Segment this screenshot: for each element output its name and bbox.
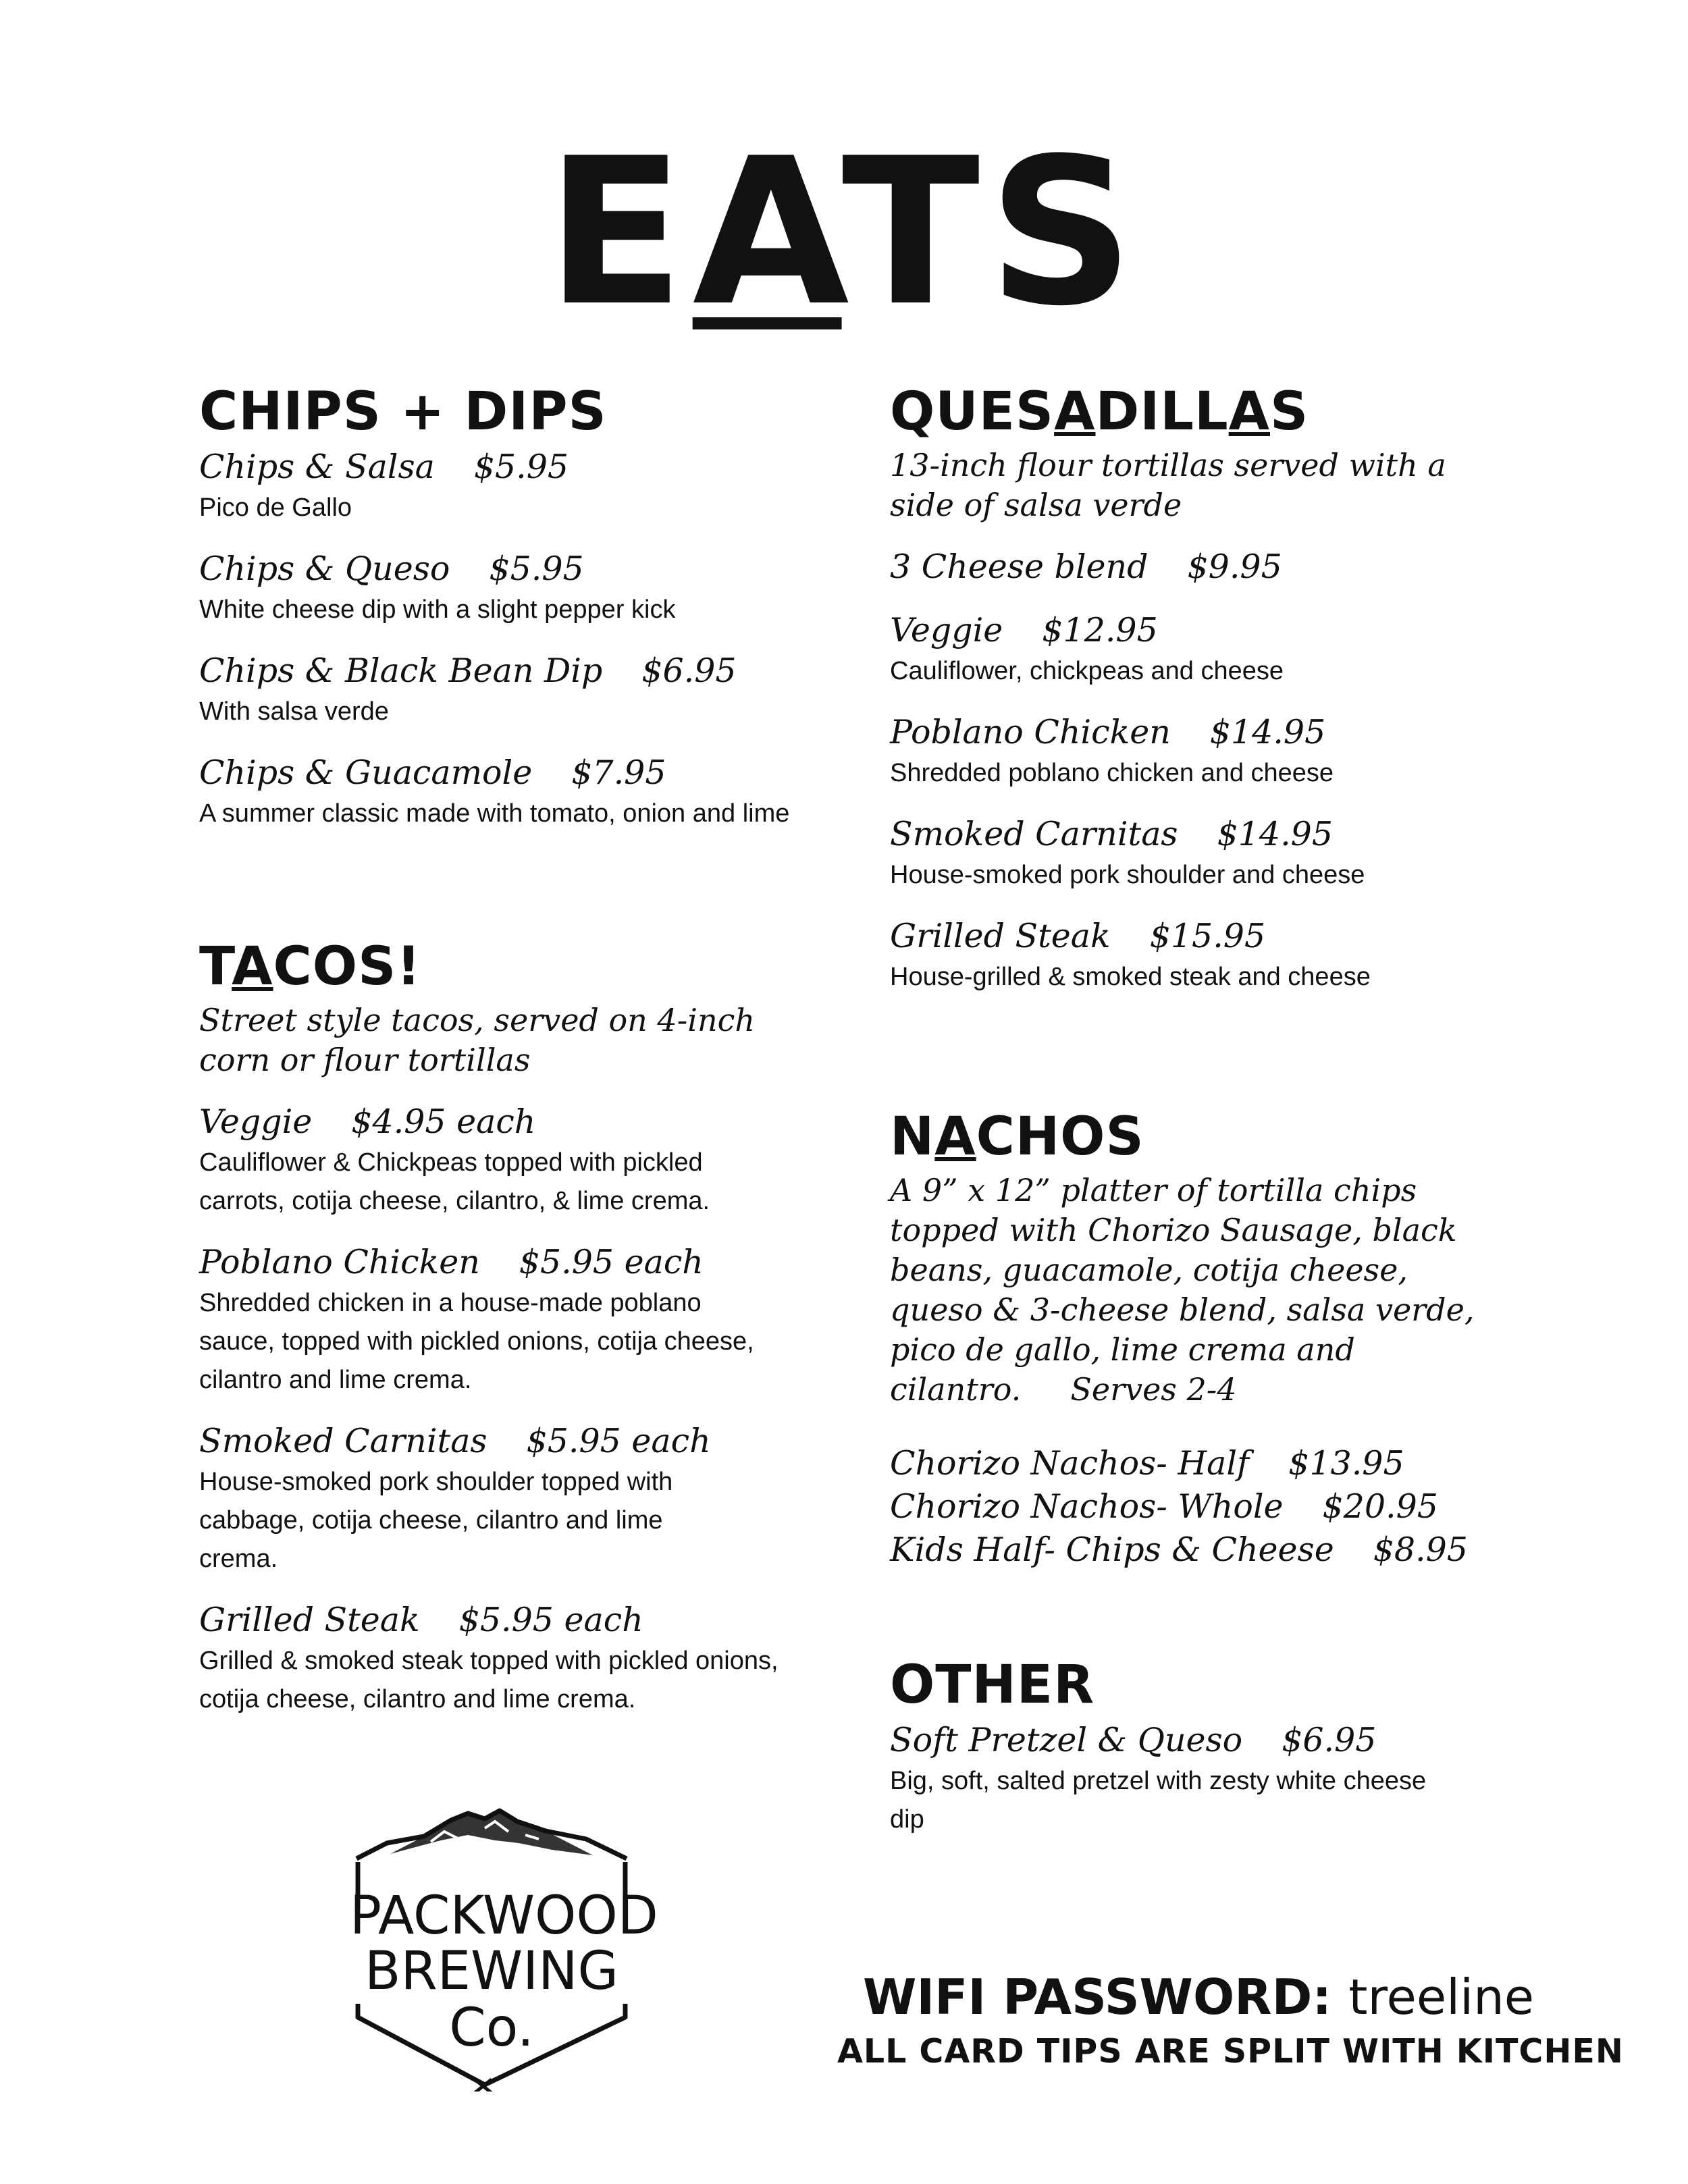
item-name: 3 Cheese blend <box>890 548 1149 586</box>
item-description: A summer classic made with tomato, onion and lime <box>199 799 790 828</box>
section-heading-tacos: TACOS! <box>199 936 421 997</box>
item-name: Soft Pretzel & Queso <box>890 1721 1243 1759</box>
section-description: A 9” x 12” platter of tortilla chips topped with Chorizo Sausage, black beans, guacamole, cotija cheese, queso & 3-cheese blend, salsa verde, pico de gallo, lime crema and cilantro. Serves 2-4 <box>890 1172 1475 1408</box>
menu-item <box>199 446 807 527</box>
section-description: 13-inch flour tortillas served with a side of salsa verde <box>890 447 1446 523</box>
item-name: Smoked Carnitas <box>199 1422 487 1460</box>
menu-item <box>890 711 1538 793</box>
section-nachos <box>890 1103 1538 1572</box>
menu-item <box>199 1100 807 1221</box>
item-price: $5.95 each <box>458 1601 643 1639</box>
item-name: Chips & Guacamole <box>199 753 533 792</box>
menu-item <box>890 1528 1538 1572</box>
logo-text-line1: PACKWOOD <box>350 1886 658 1946</box>
item-name: Kids Half- Chips & Cheese <box>890 1530 1334 1569</box>
item-name: Smoked Carnitas <box>890 815 1178 853</box>
item-price: $20.95 <box>1322 1487 1438 1526</box>
item-price: $14.95 <box>1217 815 1334 853</box>
item-price: $6.95 <box>641 651 737 690</box>
right-column <box>890 378 1538 1859</box>
menu-item <box>199 649 807 731</box>
menu-item <box>199 1241 807 1400</box>
title-part: TS <box>841 115 1142 350</box>
item-price: $9.95 <box>1187 548 1282 586</box>
item-name: Chorizo Nachos- Whole <box>890 1487 1284 1526</box>
item-price: $13.95 <box>1288 1444 1404 1483</box>
wifi-password: treeline <box>1348 1969 1535 2025</box>
section-heading-nachos: NACHOS <box>890 1107 1144 1167</box>
item-price: $4.95 each <box>351 1102 536 1141</box>
section-heading-chips-dips: CHIPS + DIPS <box>199 381 607 442</box>
menu-item <box>199 1599 807 1719</box>
item-price: $5.95 <box>489 550 584 588</box>
logo-text-line2: BREWING Co. <box>365 1941 618 2058</box>
item-name: Chorizo Nachos- Half <box>890 1444 1250 1483</box>
section-description: Street style tacos, served on 4-inch corn or flour tortillas <box>199 1002 755 1078</box>
item-name: Veggie <box>890 611 1003 649</box>
title-part: E <box>546 115 693 350</box>
item-description: Cauliflower, chickpeas and cheese <box>890 657 1284 685</box>
menu-item <box>890 1485 1538 1528</box>
item-name: Veggie <box>199 1102 313 1141</box>
section-quesadillas <box>890 378 1538 996</box>
item-name: Chips & Black Bean Dip <box>199 651 603 690</box>
menu-item <box>199 751 807 833</box>
item-description: Pico de Gallo <box>199 494 352 522</box>
tips-note: ALL CARD TIPS ARE SPLIT WITH KITCHEN <box>837 2032 1624 2071</box>
menu-item <box>890 1719 1538 1839</box>
item-description: Grilled & smoked steak topped with pickled onions, cotija cheese, cilantro and lime crema. <box>199 1647 779 1713</box>
item-description: Shredded poblano chicken and cheese <box>890 759 1334 787</box>
item-price: $15.95 <box>1149 917 1266 955</box>
footer-info <box>837 1965 1624 2074</box>
item-description: House-smoked pork shoulder topped with cabbage, cotija cheese, cilantro and lime crema. <box>199 1468 673 1573</box>
item-price: $12.95 <box>1042 611 1158 649</box>
item-description: White cheese dip with a slight pepper kick <box>199 595 676 624</box>
item-name: Poblano Chicken <box>890 713 1171 751</box>
item-name: Poblano Chicken <box>199 1243 480 1281</box>
menu-item <box>890 813 1538 895</box>
brewery-logo <box>350 1801 658 2092</box>
left-column <box>199 378 807 1739</box>
section-other <box>890 1651 1538 1839</box>
menu-item <box>199 548 807 629</box>
section-tacos <box>199 933 807 1719</box>
item-price: $5.95 <box>473 448 569 486</box>
item-price: $8.95 <box>1373 1530 1468 1569</box>
item-price: $6.95 <box>1282 1721 1377 1759</box>
item-price: $7.95 <box>571 753 666 792</box>
page-title <box>0 115 1688 350</box>
nachos-list <box>890 1442 1538 1572</box>
menu-item <box>890 545 1538 589</box>
menu-item <box>890 915 1538 996</box>
title-part-underlined: A <box>692 115 842 350</box>
section-heading-other: OTHER <box>890 1655 1095 1715</box>
item-price: $14.95 <box>1209 713 1326 751</box>
item-description: Big, soft, salted pretzel with zesty white cheese dip <box>890 1767 1427 1834</box>
wifi-label: WIFI PASSWORD: <box>862 1969 1332 2025</box>
section-heading-quesadillas: QUESADILLAS <box>890 381 1309 442</box>
item-description: With salsa verde <box>199 697 389 726</box>
item-description: House-grilled & smoked steak and cheese <box>890 963 1371 991</box>
item-description: Cauliflower & Chickpeas topped with pickled carrots, cotija cheese, cilantro, & lime crema. <box>199 1148 710 1215</box>
section-chips-dips <box>199 378 807 833</box>
item-price: $5.95 each <box>526 1422 711 1460</box>
item-description: House-smoked pork shoulder and cheese <box>890 861 1365 889</box>
wifi-line <box>837 1965 1560 2029</box>
menu-item <box>890 1442 1538 1485</box>
item-name: Grilled Steak <box>199 1601 420 1639</box>
item-name: Chips & Salsa <box>199 448 435 486</box>
item-name: Grilled Steak <box>890 917 1111 955</box>
item-name: Chips & Queso <box>199 550 450 588</box>
serves-note: Serves 2-4 <box>1070 1371 1237 1408</box>
menu-item <box>890 609 1538 691</box>
item-description: Shredded chicken in a house-made poblano sauce, topped with pickled onions, cotija cheese, cilantro and lime crema. <box>199 1289 754 1394</box>
menu-item <box>199 1420 807 1578</box>
item-price: $5.95 each <box>519 1243 704 1281</box>
